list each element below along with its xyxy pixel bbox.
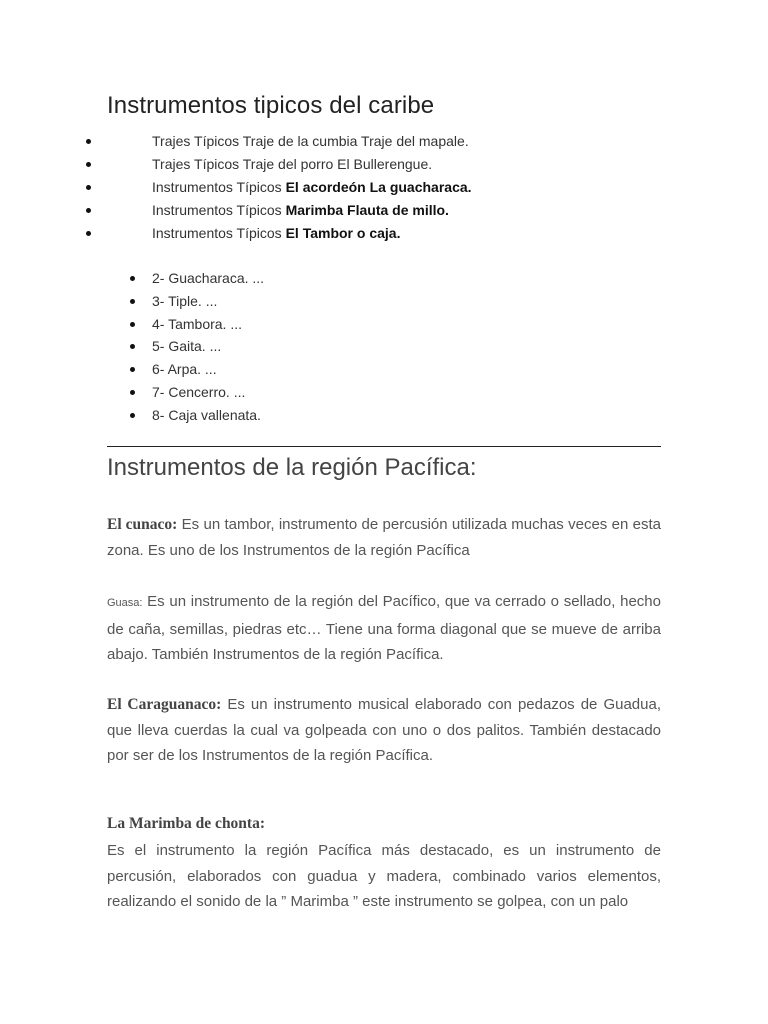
bullet-icon — [86, 231, 91, 236]
guasa-text: Es un instrumento de la región del Pacífico, que va cerrado o sellado, hecho de caña, semillas, piedras etc… Tiene una forma diagonal que se mueve de arriba abajo. También Instrumentos de la región Pacífica. — [107, 593, 661, 663]
list-item: 4- Tambora. ... — [0, 313, 768, 336]
bullet-icon — [86, 208, 91, 213]
list-item — [0, 222, 768, 245]
item-text: Instrumentos Típicos — [152, 179, 286, 195]
list-item: 8- Caja vallenata. — [0, 404, 768, 427]
item-bold-text: El Tambor o caja. — [285, 225, 401, 241]
caribe-title: Instrumentos tipicos del caribe — [107, 92, 435, 119]
bullet-icon — [86, 185, 91, 190]
guasa-term: Guasa: — [107, 597, 143, 609]
item-text: Trajes Típicos Traje de la cumbia Traje del mapale. — [152, 133, 469, 149]
bullet-icon — [130, 299, 135, 304]
list-item — [0, 199, 768, 222]
cunaco-paragraph — [107, 512, 661, 563]
list-item: 7- Cencerro. ... — [0, 381, 768, 404]
bullet-icon — [130, 413, 135, 418]
list-item — [0, 153, 768, 176]
list-item: 5- Gaita. ... — [0, 335, 768, 358]
bullet-icon — [130, 367, 135, 372]
item-text: Trajes Típicos Traje del porro El Bullerengue. — [152, 156, 433, 172]
item-bold-text: Marimba Flauta de millo. — [285, 202, 449, 218]
bullet-icon — [130, 322, 135, 327]
cunaco-term: El cunaco: — [107, 516, 178, 533]
bullet-icon — [130, 390, 135, 395]
caribe-bullet-list — [0, 130, 768, 245]
marimba-heading: La Marimba de chonta: — [107, 815, 266, 832]
list-item: 3- Tiple. ... — [0, 290, 768, 313]
bullet-icon — [130, 276, 135, 281]
marimba-paragraph: Es el instrumento la región Pacífica más destacado, es un instrumento de percusión, elaborados con guadua y madera, combinado varios elementos, realizando el sonido de la ” Marimba ” este instrumento se golpea, con un palo — [107, 842, 661, 910]
caribe-numbered-list — [0, 267, 768, 427]
bullet-icon — [86, 139, 91, 144]
bullet-icon — [130, 344, 135, 349]
cunaco-text: Es un tambor, instrumento de percusión utilizada muchas veces en esta zona. Es uno de los Instrumentos de la región Pacífica — [107, 516, 661, 559]
list-item: 6- Arpa. ... — [0, 358, 768, 381]
caraguanaco-term: El Caraguanaco: — [107, 696, 222, 713]
list-item — [0, 130, 768, 153]
caraguanaco-text: Es un instrumento musical elaborado con pedazos de Guadua, que lleva cuerdas la cual va golpeada con uno o dos palitos. También destacado por ser de los Instrumentos de la región Pacífica. — [107, 696, 662, 764]
item-bold-text: El acordeón La guacharaca. — [285, 179, 472, 195]
item-text: Instrumentos Típicos — [152, 225, 286, 241]
section-divider — [107, 446, 661, 447]
bullet-icon — [86, 162, 91, 167]
caraguanaco-paragraph — [107, 692, 661, 769]
list-item — [0, 176, 768, 199]
guasa-paragraph — [107, 589, 661, 668]
item-text: Instrumentos Típicos — [152, 202, 286, 218]
pacifica-title: Instrumentos de la región Pacífica: — [107, 454, 477, 481]
list-item: 2- Guacharaca. ... — [0, 267, 768, 290]
